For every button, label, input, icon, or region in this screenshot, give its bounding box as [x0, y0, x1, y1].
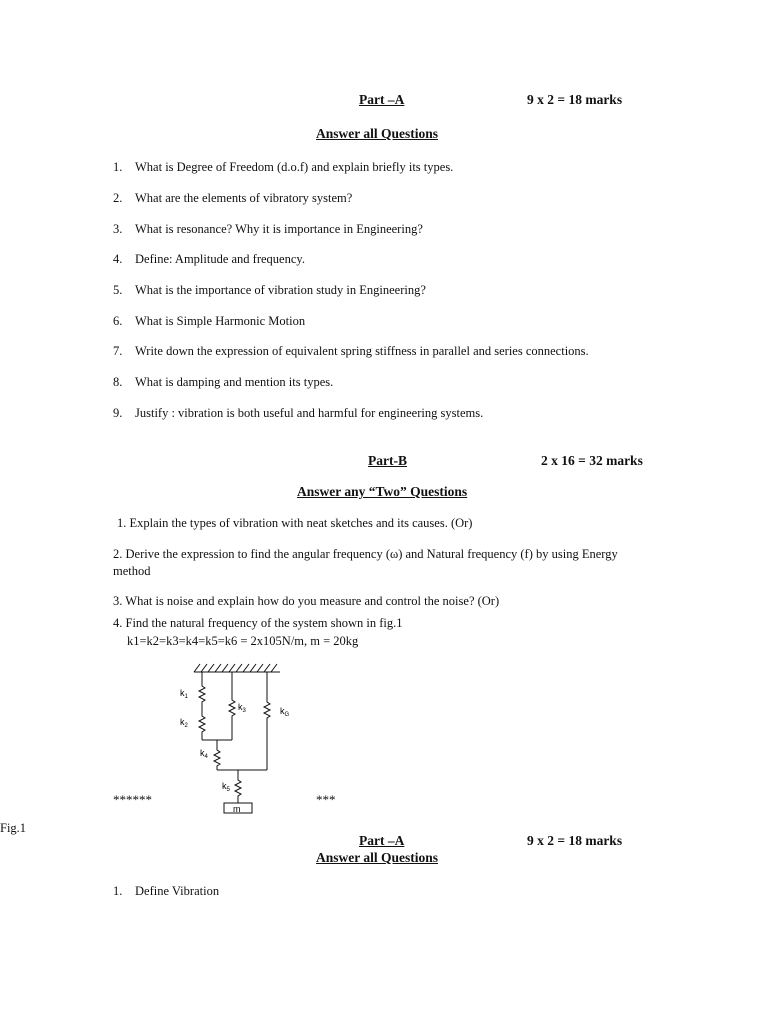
- question-a1: 1. What is Degree of Freedom (d.o.f) and explain briefly its types.: [113, 160, 454, 174]
- ceiling-support: [194, 664, 280, 672]
- spring-k5: [235, 770, 241, 803]
- part-a-repeat-title: Part –A: [359, 833, 405, 848]
- part-a-instruction: Answer all Questions: [316, 126, 439, 141]
- question-b2: 2. Derive the expression to find the angular frequency (ω) and Natural frequency (f) by using Energy: [113, 547, 618, 561]
- label-k1: $k_1$: [180, 688, 188, 700]
- label-k3: $k_3$: [238, 702, 246, 714]
- question-b1: 1. Explain the types of vibration with neat sketches and its causes. (Or): [117, 516, 473, 530]
- part-a-title: Part –A: [359, 92, 405, 107]
- spring-k6: [264, 672, 270, 770]
- label-k6: $k_G$: [280, 706, 290, 718]
- part-a-repeat-instruction: Answer all Questions: [316, 850, 439, 865]
- spring-k4: [214, 740, 220, 770]
- spring-k1: [199, 672, 205, 710]
- question-a8: 8. What is damping and mention its types.: [113, 375, 334, 389]
- question-a2: 2. What are the elements of vibratory system?: [113, 191, 353, 205]
- label-k4: $k_4$: [200, 748, 208, 760]
- question-a3: 3. What is resonance? Why it is importance in Engineering?: [113, 222, 423, 236]
- question-b2-continuation: method: [113, 564, 151, 578]
- question-a6: 6. What is Simple Harmonic Motion: [113, 314, 306, 328]
- spring-k3: [229, 672, 235, 740]
- spring-k2: [199, 710, 205, 740]
- part-b-instruction: Answer any “Two” Questions: [297, 484, 468, 499]
- question-a4: 4. Define: Amplitude and frequency.: [113, 252, 305, 266]
- separator-stars-left: ******: [113, 792, 152, 807]
- part-a-repeat-marks: 9 x 2 = 18 marks: [527, 833, 623, 848]
- figure-caption: Fig.1: [0, 821, 27, 835]
- question-b4-given-values: k1=k2=k3=k4=k5=k6 = 2x105N/m, m = 20kg: [127, 634, 359, 648]
- label-k5: $k_5$: [222, 781, 230, 793]
- part-b-title: Part-B: [368, 453, 407, 468]
- part-a-marks: 9 x 2 = 18 marks: [527, 92, 623, 107]
- label-k2: $k_2$: [180, 717, 188, 729]
- part-b-marks: 2 x 16 = 32 marks: [541, 453, 643, 468]
- separator-stars-right: ***: [316, 792, 336, 807]
- question-b4: 4. Find the natural frequency of the system shown in fig.1: [113, 616, 403, 630]
- spring-mass-figure: [170, 658, 290, 818]
- question-c1: 1. Define Vibration: [113, 884, 220, 898]
- label-mass: m: [233, 804, 241, 814]
- question-b3: 3. What is noise and explain how do you measure and control the noise? (Or): [113, 594, 500, 608]
- question-a7: 7. Write down the expression of equivalent spring stiffness in parallel and series connections.: [113, 344, 589, 358]
- question-a5: 5. What is the importance of vibration study in Engineering?: [113, 283, 426, 297]
- question-a9: 9. Justify : vibration is both useful and harmful for engineering systems.: [113, 406, 484, 420]
